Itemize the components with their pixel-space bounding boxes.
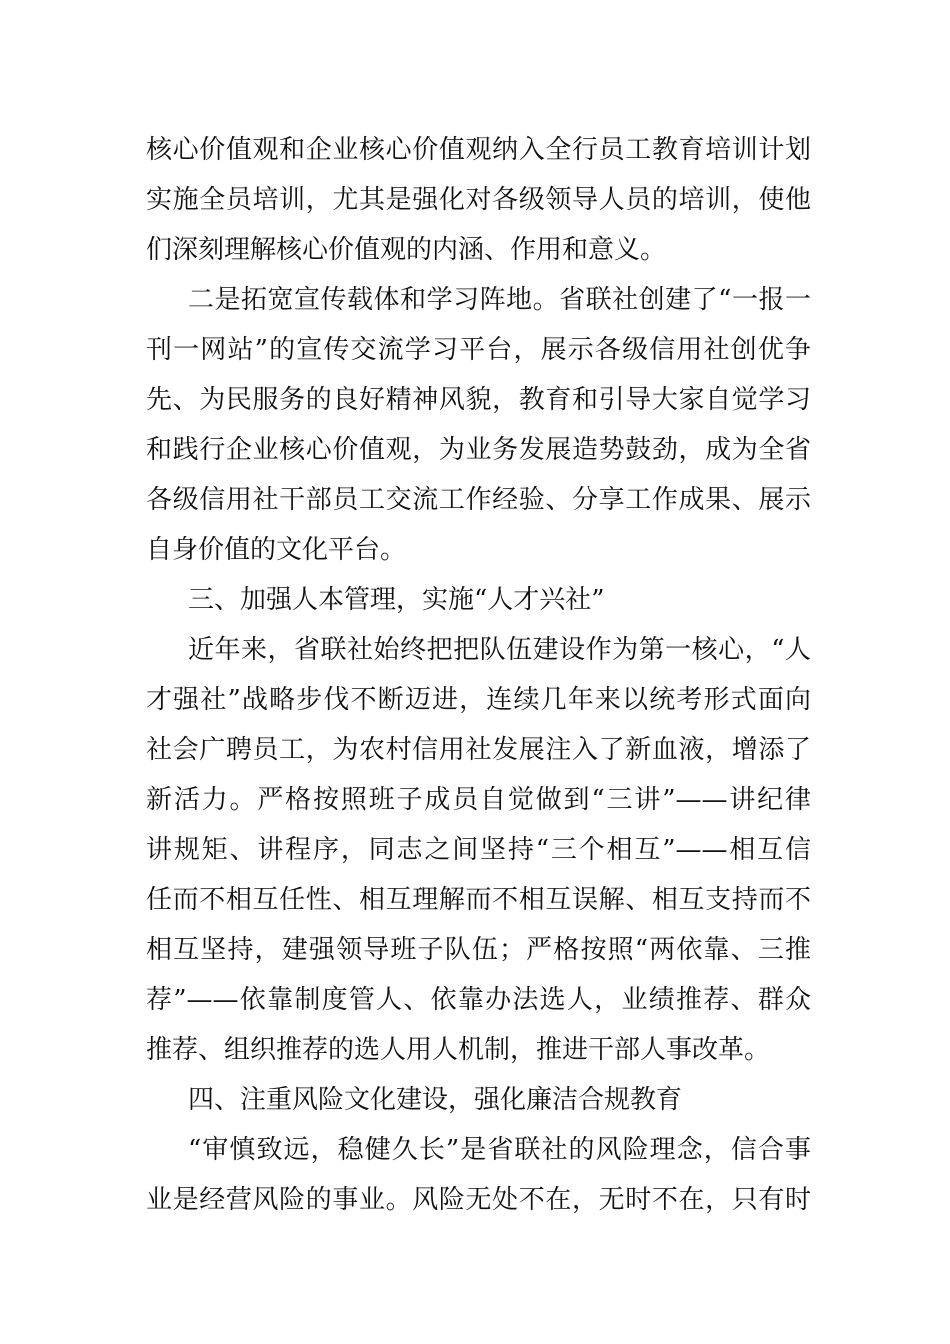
text-line: 新活力。严格按照班子成员自觉做到“三讲”——讲纪律 — [146, 785, 811, 815]
paragraph-first-line: 二是拓宽宣传载体和学习阵地。省联社创建了“一报一 — [188, 285, 811, 315]
text-line: 刊一网站”的宣传交流学习平台，展示各级信用社创优争 — [146, 335, 811, 365]
text-line: 相互坚持，建强领导班子队伍；严格按照“两依靠、三推 — [146, 935, 811, 965]
text-line: 业是经营风险的事业。风险无处不在，无时不在，只有时 — [146, 1185, 811, 1215]
text-line: 荐”——依靠制度管人、依靠办法选人，业绩推荐、群众 — [146, 985, 811, 1015]
paragraph-first-line: 近年来，省联社始终把把队伍建设作为第一核心，“人 — [188, 635, 811, 665]
text-line: 才强社”战略步伐不断迈进，连续几年来以统考形式面向 — [146, 685, 811, 715]
text-line: 推荐、组织推荐的选人用人机制，推进干部人事改革。 — [146, 1035, 771, 1065]
paragraph-first-line: “审慎致远，稳健久长”是省联社的风险理念，信合事 — [188, 1135, 811, 1165]
text-line: 任而不相互任性、相互理解而不相互误解、相互支持而不 — [146, 885, 811, 915]
text-line: 核心价值观和企业核心价值观纳入全行员工教育培训计划 — [146, 135, 811, 165]
text-line: 自身价值的文化平台。 — [146, 535, 407, 565]
text-line: 讲规矩、讲程序，同志之间坚持“三个相互”——相互信 — [146, 835, 811, 865]
text-line: 和践行企业核心价值观，为业务发展造势鼓劲，成为全省 — [146, 435, 811, 465]
text-line: 实施全员培训，尤其是强化对各级领导人员的培训，使他 — [146, 185, 811, 215]
text-line: 先、为民服务的良好精神风貌，教育和引导大家自觉学习 — [146, 385, 811, 415]
section-heading: 三、加强人本管理，实施“人才兴社” — [188, 585, 605, 615]
section-heading: 四、注重风险文化建设，强化廉洁合规教育 — [188, 1085, 683, 1115]
text-line: 社会广聘员工，为农村信用社发展注入了新血液，增添了 — [146, 735, 811, 765]
text-line: 们深刻理解核心价值观的内涵、作用和意义。 — [146, 235, 667, 265]
text-line: 各级信用社干部员工交流工作经验、分享工作成果、展示 — [146, 485, 811, 515]
